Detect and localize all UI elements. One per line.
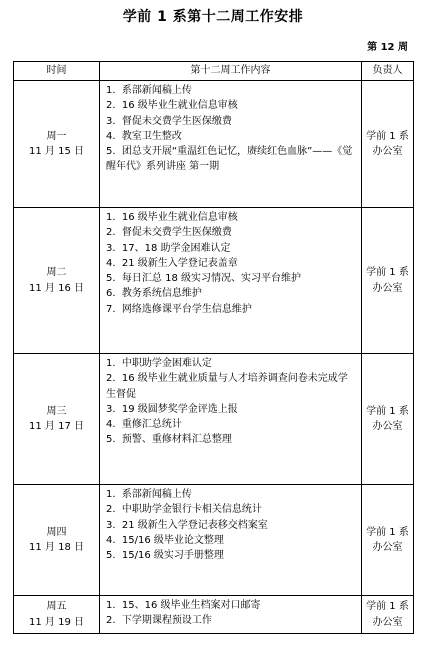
date-label: 11 月 19 日 [29,616,84,628]
task-list [106,210,357,317]
owner-cell: 学前 1 系办公室 [362,81,414,208]
task-list [106,487,357,563]
list-item: 2. 中职助学金银行卡相关信息统计 [106,504,262,516]
week-number: 第 12 周 [367,42,408,53]
list-item: 1. 系部新闻稿上传 [106,85,192,96]
list-item: 2. 督促未交费学生医保缴费 [106,227,232,239]
list-item: 4. 重修汇总统计 [106,419,182,431]
date-label: 11 月 18 日 [29,542,84,553]
list-item: 4. 教室卫生整改 [106,130,182,142]
task-cell [100,485,362,596]
owner-cell: 学前 1 系办公室 [362,596,414,634]
day-label: 周五 [46,601,67,613]
list-item: 5. 团总支开展“重温红色记忆，赓续红色血脉”——《觉醒年代》系列讲座 第一期 [106,146,353,173]
list-item: 1. 中职助学金困难认定 [106,358,212,369]
list-item: 1. 16 级毕业生就业信息审核 [106,212,238,223]
time-cell [14,485,100,596]
day-label: 周二 [46,267,67,279]
list-item: 5. 预警、重修材料汇总整理 [106,434,232,446]
table-row [14,81,414,208]
list-item: 3. 19 级圆梦奖学金评选上报 [106,403,238,415]
list-item: 2. 下学期课程预设工作 [106,615,212,627]
table-header-row [14,62,414,81]
day-label: 周三 [46,405,67,417]
list-item: 4. 15/16 级毕业论文整理 [106,534,224,546]
list-item: 1. 15、16 级毕业生档案对口邮寄 [106,600,261,611]
header-time: 时间 [14,62,100,81]
date-label: 11 月 17 日 [29,421,84,432]
date-label: 11 月 15 日 [29,146,84,157]
task-cell [100,354,362,485]
time-cell [14,81,100,208]
task-cell [100,596,362,634]
list-item: 3. 督促未交费学生医保缴费 [106,115,232,127]
owner-cell: 学前 1 系办公室 [362,354,414,485]
owner-cell: 学前 1 系办公室 [362,485,414,596]
time-cell [14,354,100,485]
date-label: 11 月 16 日 [29,282,84,294]
list-item: 5. 每日汇总 18 级实习情况、实习平台维护 [106,273,301,285]
list-item: 4. 21 级新生入学登记表盖章 [106,257,238,269]
task-list [106,83,357,175]
table-row [14,354,414,485]
header-owner: 负责人 [362,62,414,81]
list-item: 1. 系部新闻稿上传 [106,489,192,500]
task-list [106,598,357,629]
list-item: 2. 16 级毕业生就业质量与人才培养调查问卷未完成学生督促 [106,373,348,400]
list-item: 7. 网络选修课平台学生信息维护 [106,303,252,315]
list-item: 5. 15/16 级实习手册整理 [106,550,224,562]
owner-cell: 学前 1 系办公室 [362,208,414,354]
schedule-table [13,61,414,634]
table-row [14,596,414,634]
time-cell [14,208,100,354]
list-item: 6. 教务系统信息维护 [106,288,202,300]
table-row [14,208,414,354]
time-cell [14,596,100,634]
task-cell [100,81,362,208]
list-item: 2. 16 级毕业生就业信息审核 [106,100,238,112]
list-item: 3. 17、18 助学金困难认定 [106,242,231,254]
document-title: 学前 1 系第十二周工作安排 [122,9,304,25]
header-content: 第十二周工作内容 [100,62,362,81]
task-cell [100,208,362,354]
day-label: 周四 [46,526,67,538]
day-label: 周一 [46,130,67,142]
table-row [14,485,414,596]
list-item: 3. 21 级新生入学登记表移交档案室 [106,519,268,531]
task-list [106,356,357,448]
